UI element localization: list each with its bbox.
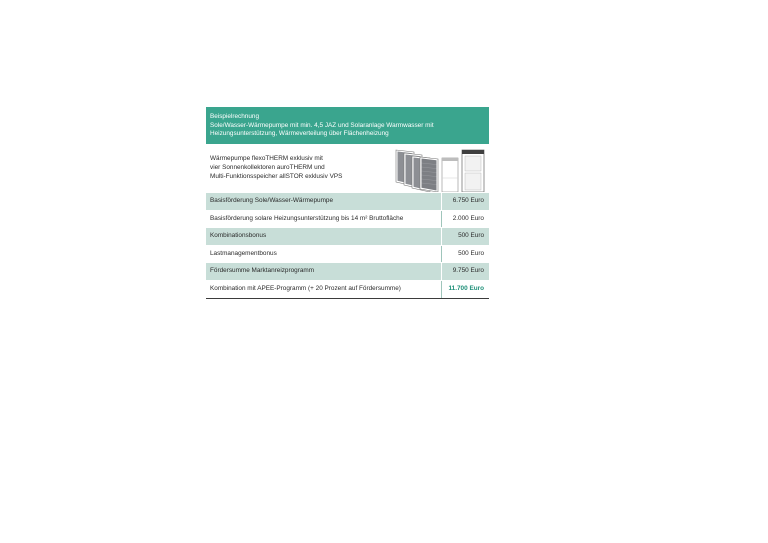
solar-collector-icon — [396, 150, 438, 192]
row-label: Basisförderung solare Heizungsunterstützung bis 14 m² Bruttofläche — [206, 211, 441, 228]
row-label: Kombinationsbonus — [206, 228, 441, 245]
storage-tank-icon — [462, 150, 484, 192]
row-amount: 2.000 Euro — [441, 211, 489, 228]
header-subtitle-line1: Sole/Wasser-Wärmepumpe mit min. 4,5 JAZ und Solaranlage Warmwasser mit — [210, 121, 434, 129]
table-row — [206, 245, 489, 263]
row-label: Basisförderung Sole/Wasser-Wärmepumpe — [206, 193, 441, 210]
product-section — [206, 144, 489, 192]
table-row — [206, 192, 489, 210]
row-label: Kombination mit APEE-Programm (+ 20 Prozent auf Fördersumme) — [206, 281, 441, 298]
row-amount: 500 Euro — [441, 246, 489, 263]
table-row — [206, 262, 489, 280]
row-amount: 9.750 Euro — [441, 263, 489, 280]
heat-pump-icon — [442, 158, 458, 192]
table-row-total — [206, 280, 489, 298]
product-line-1: Wärmepumpe flexoTHERM exklusiv mit — [210, 155, 323, 162]
funding-example-table — [206, 107, 489, 299]
product-line-2: vier Sonnenkollektoren auroTHERM und — [210, 164, 325, 172]
row-amount: 6.750 Euro — [441, 193, 489, 210]
table-bottom-rule — [206, 298, 489, 299]
product-line-3: Multi-Funktionsspeicher allSTOR exklusiv VPS — [210, 173, 343, 181]
row-label: Fördersumme Marktanreizprogramm — [206, 263, 441, 280]
row-label: Lastmanagementbonus — [206, 246, 441, 263]
table-row — [206, 210, 489, 228]
row-amount-total: 11.700 Euro — [441, 281, 489, 298]
product-description — [210, 154, 342, 182]
table-row — [206, 227, 489, 245]
table-header — [206, 107, 489, 144]
header-title: Beispielrechnung — [210, 113, 260, 120]
row-amount: 500 Euro — [441, 228, 489, 245]
solar-collectors-and-heat-pump-illustration — [394, 148, 486, 192]
header-subtitle-line2: Heizungsunterstützung, Wärmeverteilung über Flächenheizung — [210, 130, 389, 138]
